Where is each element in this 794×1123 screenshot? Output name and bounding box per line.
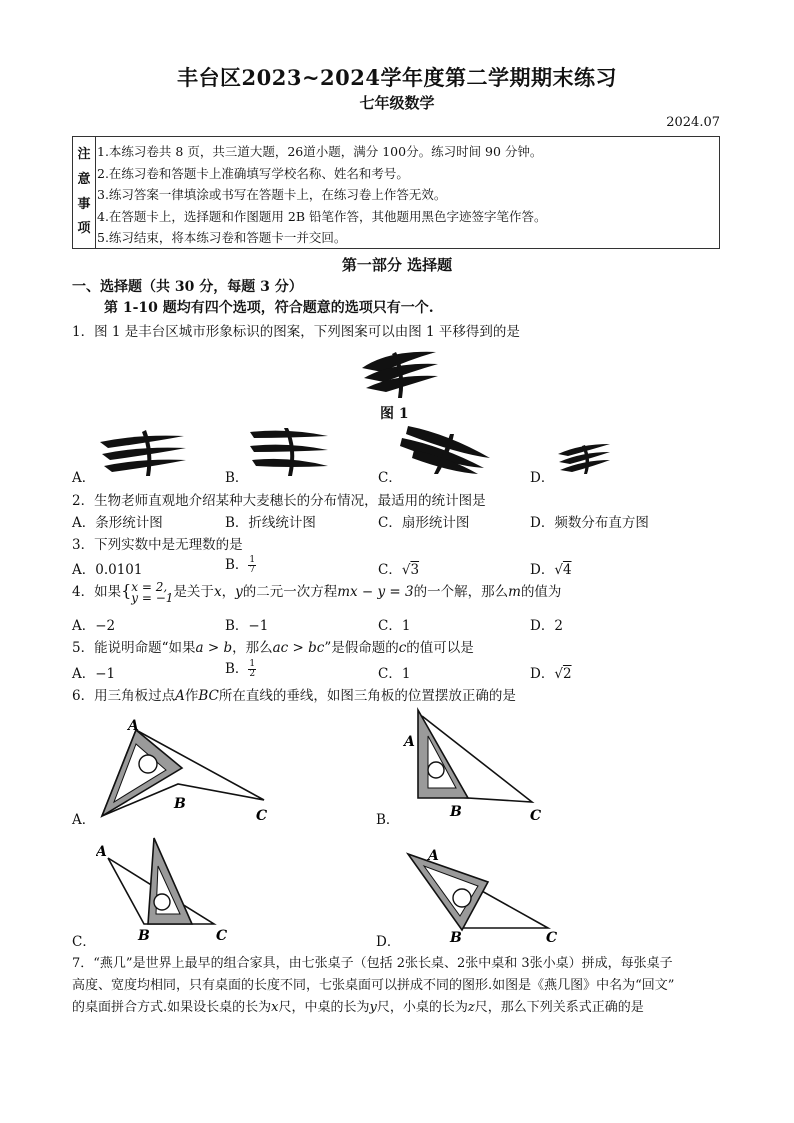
question-2-option-d[interactable]: D．频数分布直方图 [530, 515, 649, 531]
question-5-option-c[interactable]: C．1 [378, 666, 411, 682]
question-7-text-c: 尺，小桌的长为 [376, 1000, 468, 1015]
question-7-line-2: 高度、宽度均相同，只有桌面的长度不同，七张桌面可以拼成不同的图形.如图是《燕几图》中名为“回文” [72, 978, 675, 993]
var-z: z [467, 1000, 475, 1015]
question-4-option-a[interactable]: A．−2 [72, 618, 116, 634]
var-y: y [235, 584, 243, 600]
question-7-text-a: 的桌面拼合方式.如果设长桌的长为 [72, 1000, 272, 1015]
sqrt-icon: √ [554, 562, 563, 578]
question-6-mid: 作 [184, 688, 199, 704]
point-c-label: C [216, 928, 228, 944]
point-c-label: C [546, 930, 558, 944]
section-heading: 一、选择题（共 30 分，每题 3 分） [72, 279, 303, 295]
point-a-label: A [175, 688, 185, 704]
fraction-denominator: 2 [249, 669, 256, 679]
question-7-text-d: 尺，那么下列关系式正确的是 [474, 1000, 644, 1015]
notes-item: 1.本练习卷共 8 页，共三道大题，26道小题，满分 100分。练习时间 90 分钟。 [97, 144, 543, 159]
var-x: x [271, 1000, 279, 1015]
option-letter: D． [530, 562, 555, 578]
triangle-figure-c [96, 832, 246, 944]
condition: a > b [195, 640, 233, 656]
equation: mx − y = 3 [337, 584, 414, 600]
system-line: y = −1 [131, 590, 174, 605]
question-5-mid2: ”是假命题的 [324, 640, 399, 656]
point-c-label: C [256, 808, 268, 824]
logo-option-c-icon [398, 424, 494, 476]
question-6-suffix: 所在直线的垂线，如图三角板的位置摆放正确的是 [218, 688, 516, 704]
question-7-line-3 [72, 996, 644, 1015]
sqrt-icon: √ [554, 666, 563, 682]
question-6-option-a[interactable]: A． [72, 812, 96, 828]
triangle-figure-d [400, 846, 560, 944]
notes-heading-char: 意 [77, 172, 91, 187]
question-5-option-a[interactable]: A．−1 [72, 666, 116, 682]
notes-heading [73, 137, 96, 248]
question-1-option-d[interactable]: D． [530, 470, 555, 486]
radicand: 2 [562, 666, 572, 682]
point-b-label: B [450, 804, 462, 820]
notes-heading-char: 事 [77, 197, 91, 212]
question-3-text: 3．下列实数中是无理数的是 [72, 537, 243, 553]
point-a-label: A [96, 844, 107, 860]
question-1-option-c[interactable]: C． [378, 470, 402, 486]
question-5-option-d[interactable] [530, 662, 572, 682]
notes-item: 5.练习结束，将本练习卷和答题卡一并交回。 [97, 230, 347, 245]
point-b-label: B [174, 796, 186, 812]
notes-list [97, 141, 715, 249]
option-letter: C． [378, 562, 402, 578]
point-b-label: B [138, 928, 150, 944]
exam-subtitle: 七年级数学 [359, 94, 435, 112]
exam-date: 2024.07 [666, 115, 720, 130]
question-6-option-b[interactable]: B． [376, 812, 400, 828]
brace-icon: { [121, 581, 132, 600]
question-7-text-b: 尺，中桌的长为 [278, 1000, 370, 1015]
triangle-figure-b [396, 706, 552, 826]
notes-item: 3.练习答案一律填涂或书写在答题卡上，在练习卷上作答无效。 [97, 187, 447, 202]
option-letter: B． [225, 557, 249, 573]
question-6-option-c[interactable]: C． [72, 934, 96, 950]
question-4-option-b[interactable]: B．−1 [225, 618, 269, 634]
notes-item: 4.在答题卡上，选择题和作图题用 2B 铅笔作答，其他题用黑色字迹签字笔作答。 [97, 208, 547, 224]
var-c: c [398, 640, 407, 656]
notes-heading-char: 项 [77, 221, 91, 236]
question-2-option-c[interactable]: C．扇形统计图 [378, 515, 470, 531]
equation-system [131, 579, 174, 605]
fraction-numerator: 1 [249, 659, 256, 669]
question-4-option-d[interactable]: D．2 [530, 618, 563, 634]
question-4-mid3: 的一个解，那么 [413, 584, 509, 600]
point-a-label: A [428, 848, 439, 864]
point-b-label: B [450, 930, 462, 944]
logo-option-b-icon [248, 426, 330, 478]
notes-item: 2.在练习卷和答题卡上准确填写学校名称、姓名和考号。 [97, 165, 409, 181]
figure-1-label: 图 1 [380, 406, 409, 422]
var-m: m [508, 584, 521, 600]
question-4-text [72, 580, 561, 604]
question-3-option-b[interactable] [225, 553, 256, 575]
radicand: 3 [410, 562, 420, 578]
section-instruction: 第 1-10 题均有四个选项，符合题意的选项只有一个. [104, 300, 434, 316]
notes-box [72, 136, 720, 249]
fengtai-logo-figure [358, 346, 442, 402]
var-x: x [213, 584, 222, 600]
logo-option-a-icon [98, 428, 188, 478]
question-2-text: 2．生物老师直观地介绍某种大麦穗长的分布情况，最适用的统计图是 [72, 493, 486, 509]
notes-heading-char: 注 [77, 147, 91, 162]
question-1-option-a[interactable]: A． [72, 470, 96, 486]
question-4-prefix: 4．如果 [72, 584, 122, 600]
question-4-option-c[interactable]: C．1 [378, 618, 411, 634]
triangle-figure-a [96, 716, 280, 832]
var-y: y [369, 1000, 377, 1015]
point-c-label: C [530, 808, 542, 824]
fraction [248, 556, 256, 575]
question-3-option-c[interactable] [378, 558, 419, 578]
question-4-suffix: 的值为 [520, 584, 562, 600]
exam-title: 丰台区2023~2024学年度第二学期期末练习 [177, 65, 617, 90]
question-3-option-a[interactable]: A．0.0101 [72, 562, 143, 578]
system-line: x = 2, [131, 579, 168, 594]
fraction-denominator: 7 [249, 565, 256, 575]
logo-option-d-icon [556, 442, 612, 476]
comma: ， [221, 584, 236, 600]
point-a-label: A [128, 718, 139, 734]
option-letter: B． [225, 661, 249, 677]
question-6-prefix: 6．用三角板过点 [72, 688, 176, 704]
radicand: 4 [562, 562, 572, 578]
conclusion: ac > bc [272, 640, 325, 656]
line-bc-label: BC [198, 688, 219, 704]
question-7-line-1: 7．“燕几”是世界上最早的组合家具，由七张桌子（包括 2张长桌、2张中桌和 3张小桌）拼成，每张桌子 [72, 956, 673, 971]
sqrt-icon: √ [401, 562, 411, 578]
question-1-option-b[interactable]: B． [225, 470, 249, 486]
fraction [248, 660, 256, 679]
question-6-option-d[interactable]: D． [376, 934, 401, 950]
question-5-option-b[interactable] [225, 657, 256, 679]
option-letter: D． [530, 666, 555, 682]
question-2-option-b[interactable]: B．折线统计图 [225, 515, 316, 531]
question-4-mid2: 的二元一次方程 [242, 584, 338, 600]
question-4-mid: 是关于 [173, 584, 214, 600]
question-5-text [72, 636, 474, 656]
question-6-text [72, 684, 516, 704]
fraction-numerator: 1 [249, 555, 256, 565]
question-5-mid: ，那么 [232, 640, 273, 656]
point-a-label: A [404, 734, 415, 750]
question-5-prefix: 5．能说明命题“如果 [72, 640, 196, 656]
part-title: 第一部分 选择题 [341, 256, 453, 274]
question-5-suffix: 的值可以是 [406, 640, 474, 656]
question-1-text: 1．图 1 是丰台区城市形象标识的图案，下列图案可以由图 1 平移得到的是 [72, 324, 520, 340]
question-3-option-d[interactable] [530, 558, 572, 578]
question-2-option-a[interactable]: A．条形统计图 [72, 515, 163, 531]
